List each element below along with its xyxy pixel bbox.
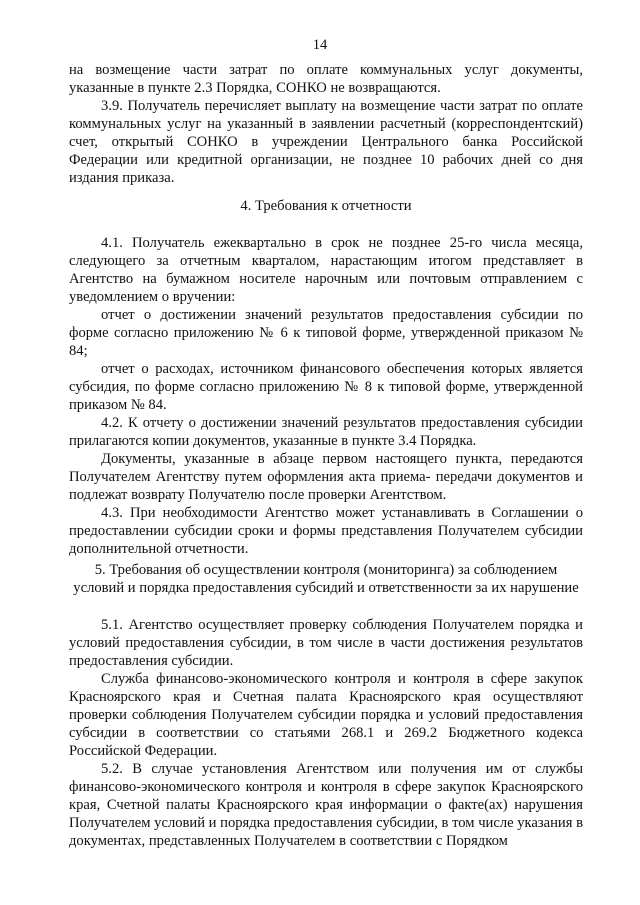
section-5-heading-line-2: условий и порядка предоставления субсидий и ответственности за их нарушение (73, 580, 579, 596)
section-4-heading-text: 4. Требования к отчетности (240, 198, 412, 214)
paragraph-4-2-b (69, 450, 583, 504)
paragraph-4-1-text: 4.1. Получатель ежеквартально в срок не позднее 25-го числа месяца, следующего за отчетным кварталом, нарастающим итогом представляет в Агентство на бумажном носителе нарочным или почтовым отправлением с уведомлением о вручении: (69, 235, 583, 305)
paragraph-4-1-item-a-text: отчет о достижении значений результатов предоставления субсидии по форме согласно приложению № 6 к типовой форме, утвержденной приказом № 84; (69, 307, 583, 359)
paragraph-4-1 (69, 234, 583, 306)
paragraph-5-1 (69, 616, 583, 670)
paragraph-4-2-text: 4.2. К отчету о достижении значений результатов предоставления субсидии прилагаются копии документов, указанные в пункте 3.4 Порядка. (69, 415, 583, 449)
paragraph-4-3 (69, 504, 583, 558)
section-5-heading (69, 561, 583, 597)
page-number: 14 (312, 37, 328, 53)
paragraph-4-3-text: 4.3. При необходимости Агентство может устанавливать в Соглашении о предоставлении субсидии сроки и формы представления Получателем субсидии дополнительной отчетности. (69, 505, 583, 557)
section-5-heading-line-1: 5. Требования об осуществлении контроля (мониторинга) за соблюдением (94, 562, 558, 578)
paragraph-3-9 (69, 97, 583, 187)
paragraph-3-9-text: 3.9. Получатель перечисляет выплату на возмещение части затрат по оплате коммунальных услуг на указанный в заявлении расчетный (корреспондентский) счет, открытый СОНКО в учреждении Центрального банка Российской Федерации или кредитной организации, не позднее 10 рабочих дней со дня издания приказа. (69, 98, 583, 186)
paragraph-4-2-b-text: Документы, указанные в абзаце первом настоящего пункта, передаются Получателем Агентству путем оформления акта приема- передачи документов и подлежат возврату Получателю после проверки Агентством. (69, 451, 583, 503)
paragraph-4-2 (69, 414, 583, 450)
paragraph-5-2-text: 5.2. В случае установления Агентством или получения им от службы финансово-экономического контроля и контроля в сфере закупок Красноярского края, Счетной палаты Красноярского края информации о факте(ах) нарушения Получателем условий и порядка предоставления субсидии, в том числе указания в документах, представленных Получателем в соответствии с Порядком (69, 761, 583, 849)
section-4-heading (69, 197, 583, 215)
paragraph-5-1-b-text: Служба финансово-экономического контроля и контроля в сфере закупок Красноярского края и Счетная палата Красноярского края осуществляют проверки соблюдения Получателем субсидии порядка и условий предоставления субсидии в соответствии со статьями 268.1 и 269.2 Бюджетного кодекса Российской Федерации. (69, 671, 583, 759)
paragraph-5-1-b (69, 670, 583, 760)
paragraph-continuation-text: на возмещение части затрат по оплате коммунальных услуг документы, указанные в пункте 2.3 Порядка, СОНКО не возвращаются. (69, 62, 583, 96)
paragraph-4-1-item-a (69, 306, 583, 360)
paragraph-5-1-text: 5.1. Агентство осуществляет проверку соблюдения Получателем порядка и условий предоставления субсидии, в том числе в части достижения результатов предоставления субсидии. (69, 617, 583, 669)
paragraph-5-2 (69, 760, 583, 850)
paragraph-4-1-item-b (69, 360, 583, 414)
paragraph-4-1-item-b-text: отчет о расходах, источником финансового обеспечения которых является субсидия, по форме согласно приложению № 8 к типовой форме, утвержденной приказом № 84. (69, 361, 583, 413)
paragraph-continuation (69, 61, 583, 97)
